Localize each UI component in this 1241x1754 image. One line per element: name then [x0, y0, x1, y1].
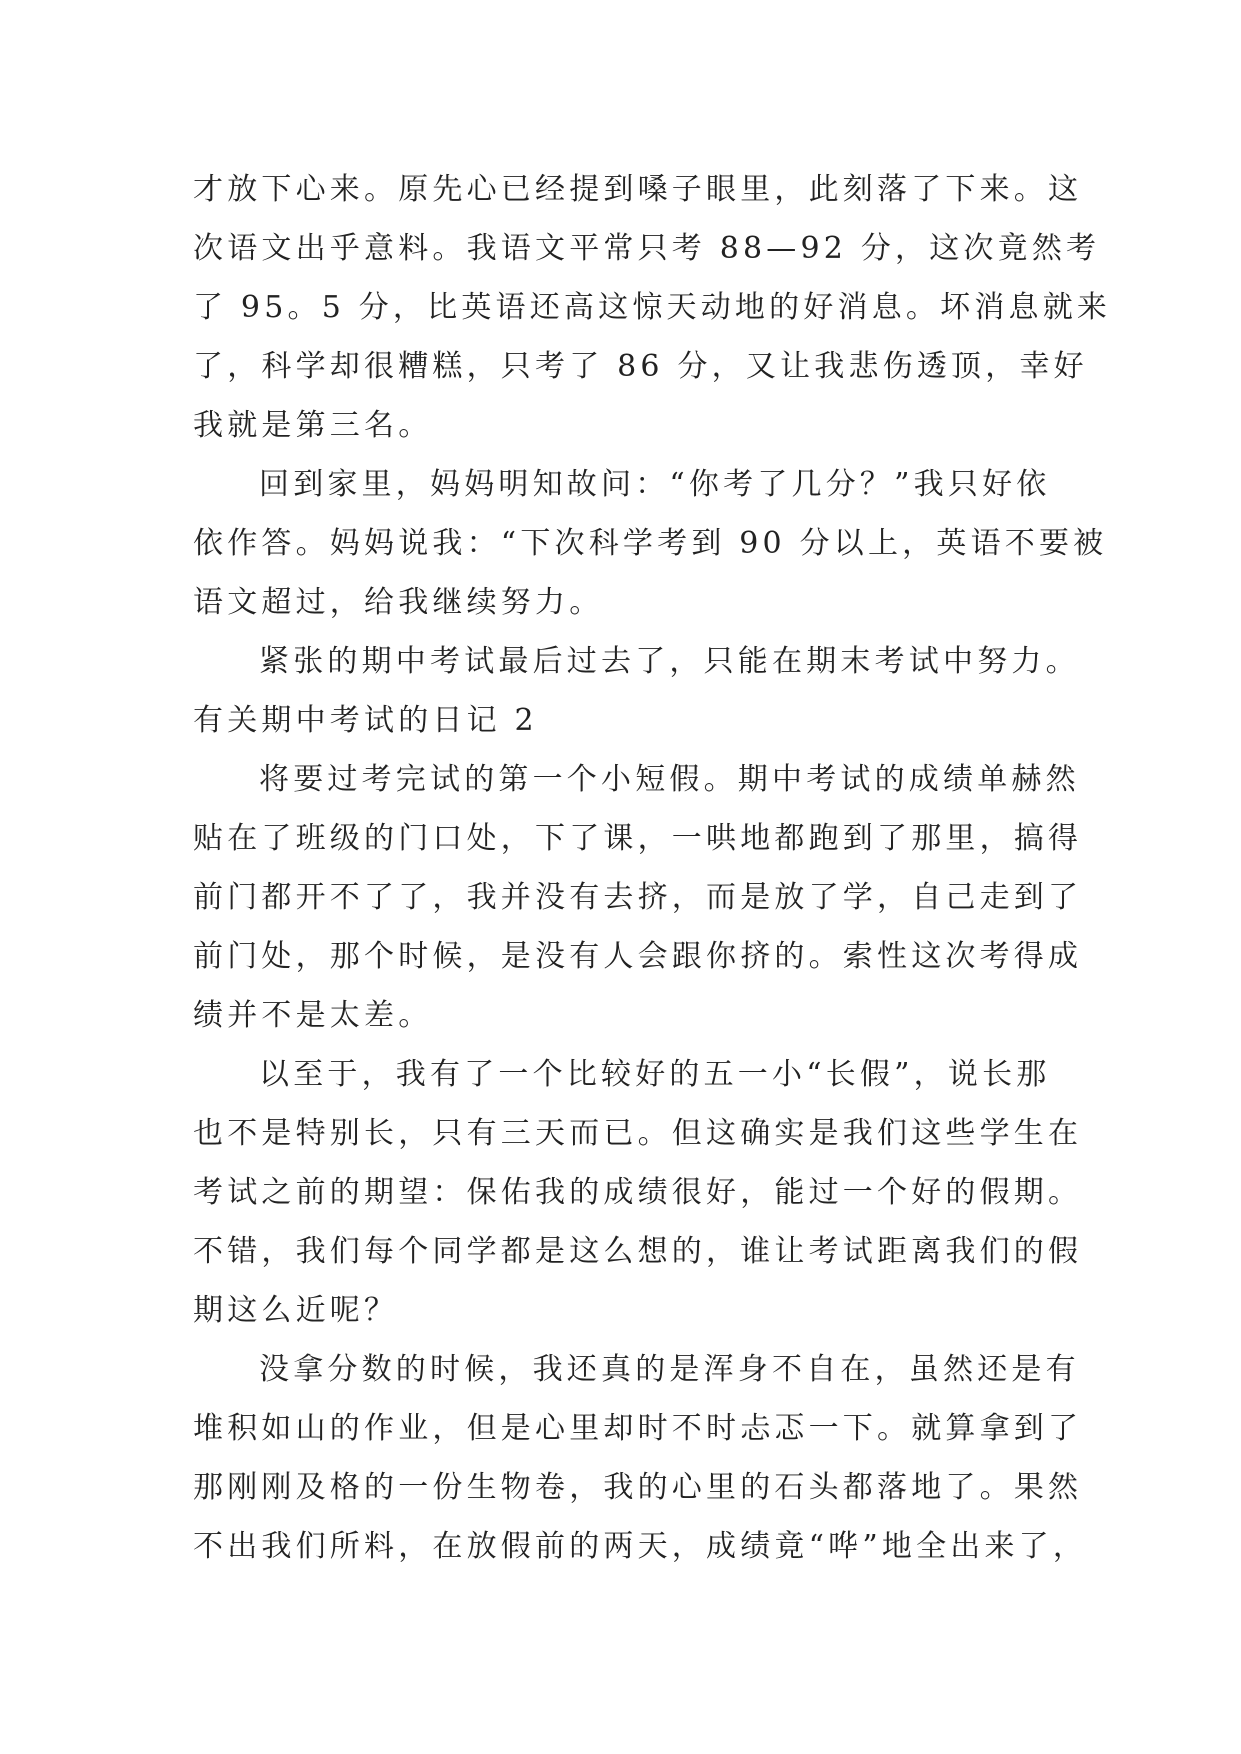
text-line: 了，科学却很糟糕，只考了 86 分，又让我悲伤透顶，幸好 [193, 349, 1088, 384]
text-line: 语文超过，给我继续努力。 [193, 585, 604, 620]
text-line: 了 95。5 分，比英语还高这惊天动地的好消息。坏消息就来 [193, 290, 1112, 325]
text-line: 那刚刚及格的一份生物卷，我的心里的石头都落地了。果然 [193, 1470, 1083, 1505]
paragraph-first-line: 紧张的期中考试最后过去了，只能在期末考试中努力。 [259, 644, 1080, 679]
paragraph-first-line: 将要过考完试的第一个小短假。期中考试的成绩单赫然 [259, 762, 1080, 797]
text-line: 不错，我们每个同学都是这么想的，谁让考试距离我们的假 [193, 1234, 1083, 1269]
text-line: 期这么近呢？ [193, 1293, 399, 1328]
text-line: 绩并不是太差。 [193, 998, 433, 1033]
document-body [193, 160, 1112, 1576]
text-line: 考试之前的期望：保佑我的成绩很好，能过一个好的假期。 [193, 1175, 1083, 1210]
paragraph-first-line: 以至于，我有了一个比较好的五一小“长假”，说长那 [259, 1057, 1051, 1092]
text-line: 前门处，那个时候，是没有人会跟你挤的。索性这次考得成 [193, 939, 1083, 974]
text-line: 堆积如山的作业，但是心里却时不时忐忑一下。就算拿到了 [193, 1411, 1083, 1446]
text-line: 才放下心来。原先心已经提到嗓子眼里，此刻落了下来。这 [193, 172, 1083, 207]
text-line: 我就是第三名。 [193, 408, 433, 443]
paragraph-first-line: 回到家里，妈妈明知故问：“你考了几分？”我只好依 [259, 467, 1051, 502]
text-line: 次语文出乎意料。我语文平常只考 88—92 分，这次竟然考 [193, 231, 1101, 266]
text-line: 贴在了班级的门口处，下了课，一哄地都跑到了那里，搞得 [193, 821, 1083, 856]
text-line: 也不是特别长，只有三天而已。但这确实是我们这些学生在 [193, 1116, 1083, 1151]
text-line: 不出我们所料，在放假前的两天，成绩竟“哗”地全出来了， [193, 1529, 1088, 1564]
section-heading: 有关期中考试的日记 2 [193, 703, 538, 738]
text-line: 依作答。妈妈说我：“下次科学考到 90 分以上，英语不要被 [193, 526, 1108, 561]
paragraph-first-line: 没拿分数的时候，我还真的是浑身不自在，虽然还是有 [259, 1352, 1080, 1387]
text-line: 前门都开不了了，我并没有去挤，而是放了学，自己走到了 [193, 880, 1083, 915]
